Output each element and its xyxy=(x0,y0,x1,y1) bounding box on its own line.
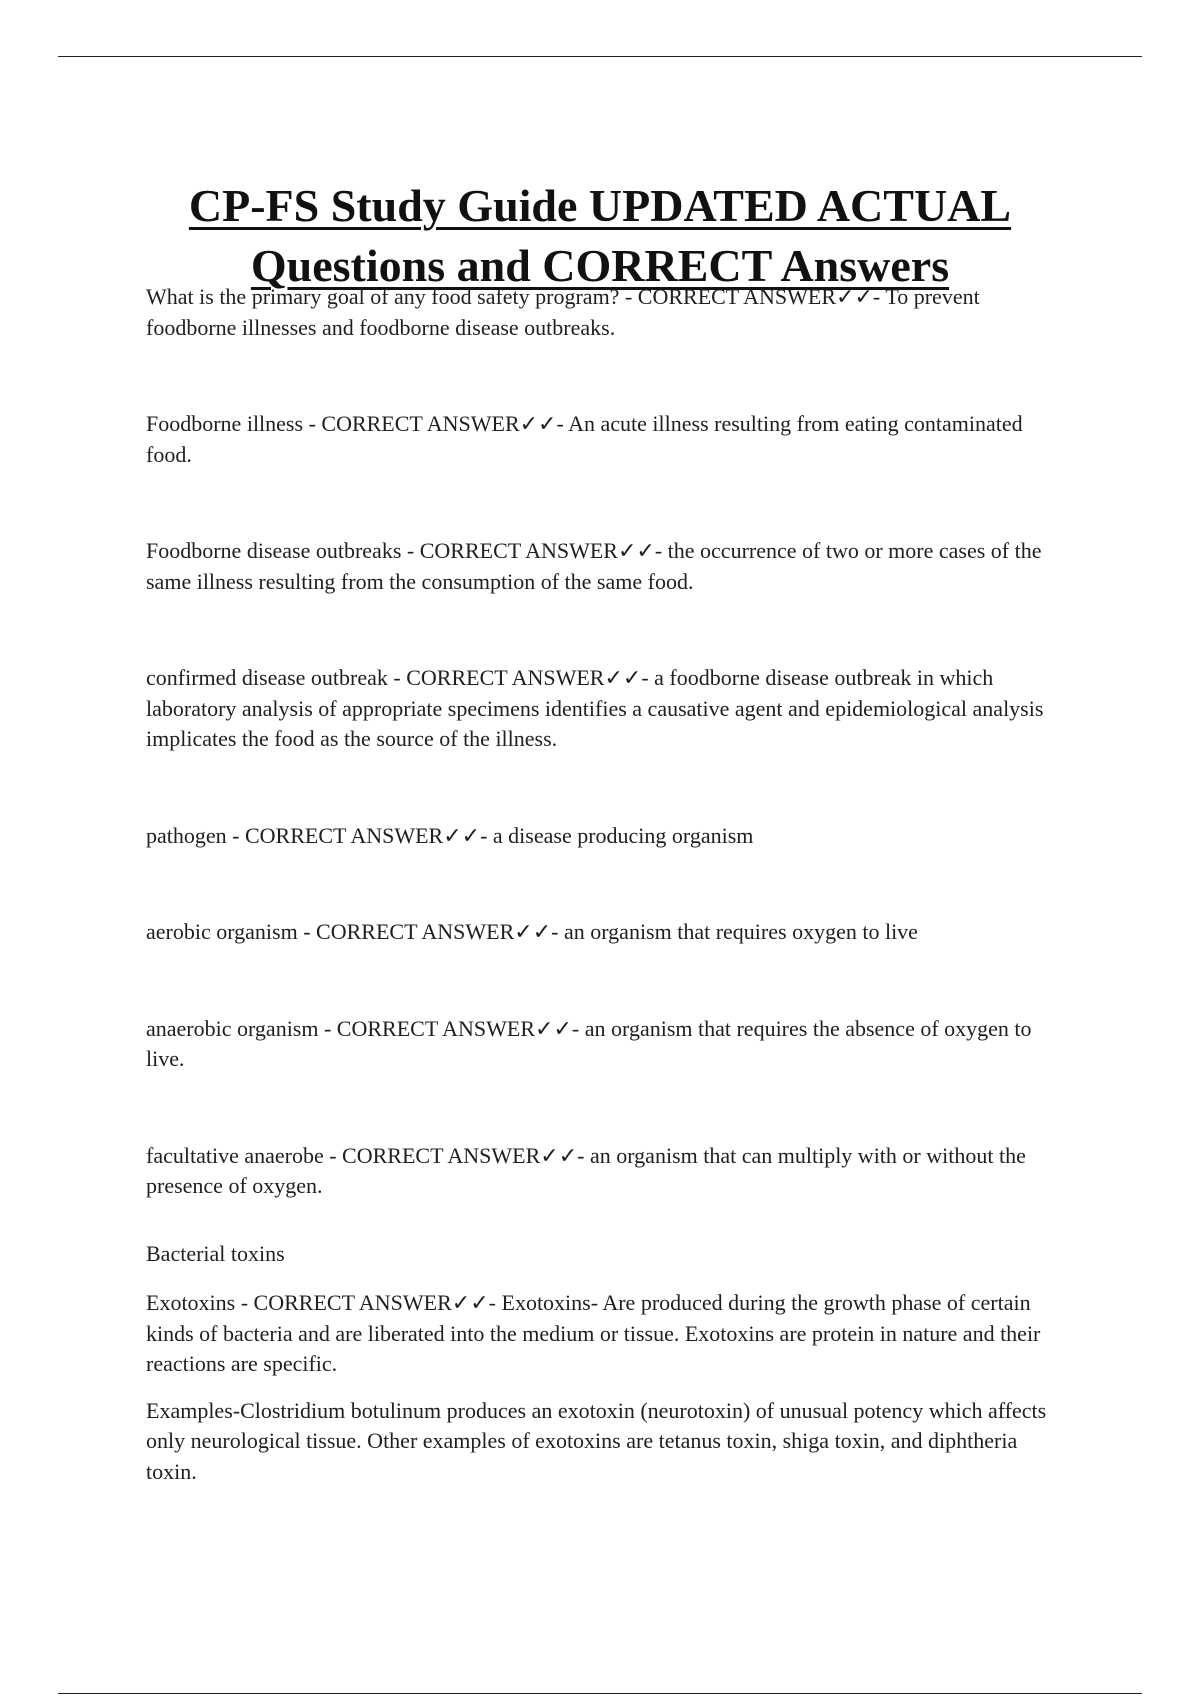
exotoxins-entry xyxy=(146,1288,1066,1380)
qa-entry xyxy=(146,409,1066,470)
qa-entry xyxy=(146,1014,1066,1075)
entry-term: Foodborne illness xyxy=(146,411,304,436)
answer-marker: - CORRECT ANSWER✓✓- xyxy=(240,1290,496,1315)
answer-marker: - CORRECT ANSWER✓✓- xyxy=(232,822,488,848)
title-line-1: CP-FS Study Guide UPDATED ACTUAL xyxy=(188,179,1012,231)
entry-term: Foodborne disease outbreaks xyxy=(146,538,402,563)
entry-term: confirmed disease outbreak xyxy=(146,665,388,690)
entry-answer: an organism that can multiply with or without the presence of oxygen. xyxy=(146,1142,1026,1198)
title-line-2: Questions and CORRECT Answers xyxy=(250,239,950,291)
answer-marker: - CORRECT ANSWER✓✓- xyxy=(323,1015,580,1041)
qa-entry xyxy=(146,917,1066,948)
entry-answer: a disease producing organism xyxy=(492,822,754,848)
qa-entry xyxy=(146,1141,1066,1202)
entry-answer: An acute illness resulting from eating contaminated food. xyxy=(146,411,1023,467)
entry-term: anaerobic organism xyxy=(146,1015,319,1041)
entry-answer: To prevent foodborne illnesses and foodborne disease outbreaks. xyxy=(146,284,980,340)
qa-entry xyxy=(146,663,1066,755)
section-heading: Bacterial toxins xyxy=(146,1240,285,1266)
entry-answer: an organism that requires oxygen to live xyxy=(563,919,918,944)
entry-term: aerobic organism xyxy=(146,919,298,944)
answer-marker: - CORRECT ANSWER✓✓- xyxy=(393,665,649,690)
document-body xyxy=(146,282,1066,1487)
entry-answer: the occurrence of two or more cases of the same illness resulting from the consumption of the same food. xyxy=(146,538,1042,594)
entry-term: facultative anaerobe xyxy=(146,1142,324,1168)
entry-answer: an organism that requires the absence of oxygen to live. xyxy=(146,1015,1032,1071)
answer-marker: - CORRECT ANSWER✓✓- xyxy=(329,1142,585,1168)
answer-marker: - CORRECT ANSWER✓✓- xyxy=(308,411,564,436)
answer-marker: - CORRECT ANSWER✓✓- xyxy=(303,919,559,944)
entry-term: pathogen xyxy=(146,822,227,848)
entry-answer: Exotoxins- Are produced during the growth phase of certain kinds of bacteria and are liberated into the medium or tissue. Exotoxins are protein in nature and their reactions are specific. xyxy=(146,1290,1041,1376)
answer-marker: - CORRECT ANSWER✓✓- xyxy=(406,538,663,563)
examples-paragraph: Examples-Clostridium botulinum produces an exotoxin (neurotoxin) of unusual potency which affects only neurological tissue. Other examples of exotoxins are tetanus toxin, shiga toxin, and diphtheria toxin. xyxy=(146,1397,1047,1484)
qa-entry xyxy=(146,282,1066,343)
answer-marker: - CORRECT ANSWER✓✓- xyxy=(624,284,881,309)
entry-term: What is the primary goal of any food safety program? xyxy=(146,284,620,309)
document-title xyxy=(0,176,1200,296)
top-rule xyxy=(58,56,1142,57)
qa-entry xyxy=(146,536,1066,597)
entry-term: Exotoxins xyxy=(146,1290,236,1315)
qa-entry xyxy=(146,821,1066,852)
bottom-rule xyxy=(58,1693,1142,1694)
entry-answer: a foodborne disease outbreak in which laboratory analysis of appropriate specimens identifies a causative agent and epidemiological analysis implicates the food as the source of the illness. xyxy=(146,665,1044,751)
